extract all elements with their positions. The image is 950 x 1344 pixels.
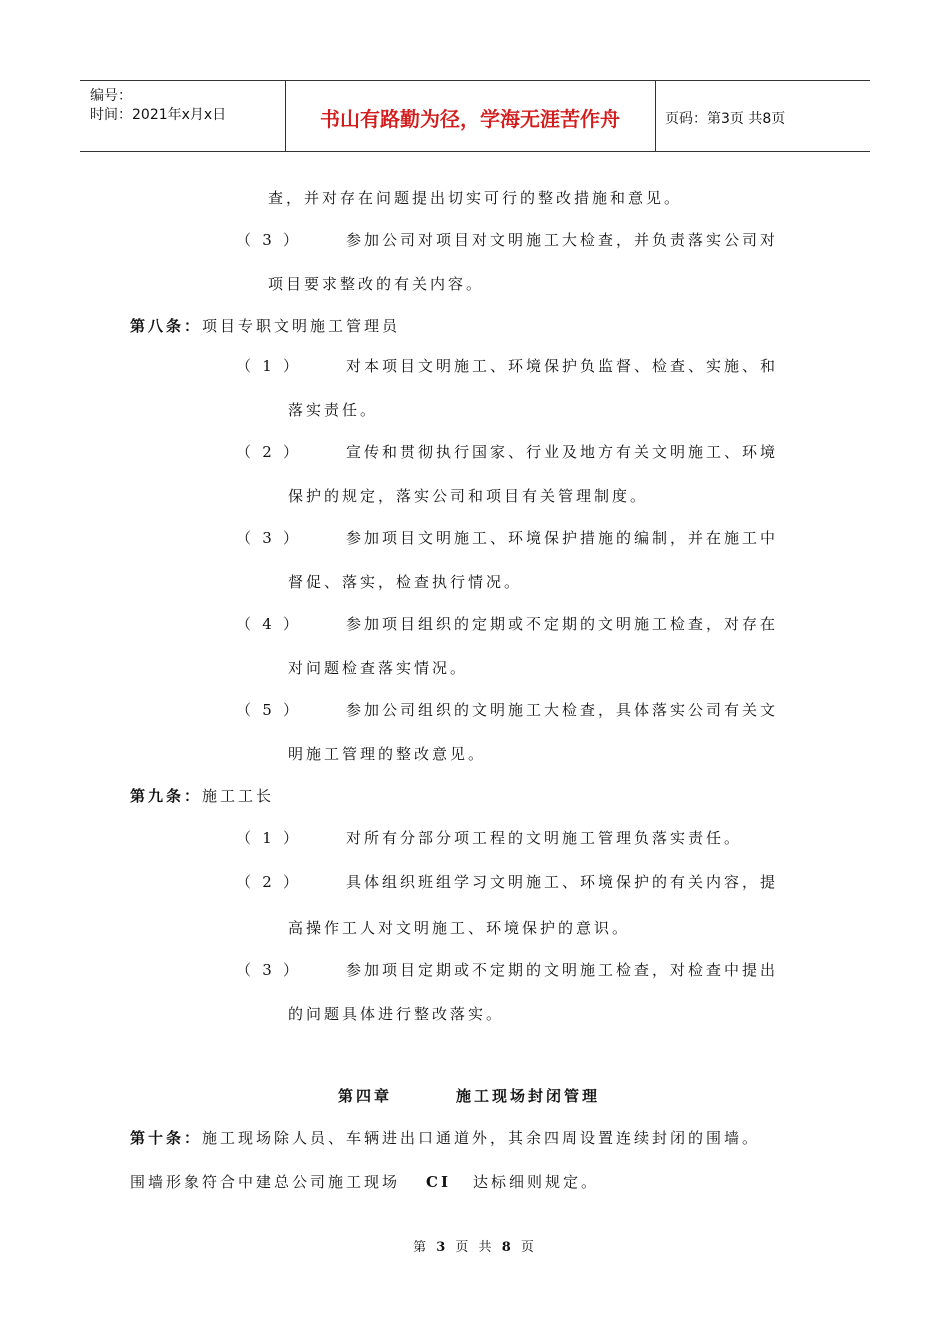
article-heading [130,786,274,806]
article-continuation-text: 达标细则规定。 [472,1173,599,1191]
list-item-continuation: 落实责任。 [288,401,379,419]
article-heading [130,316,400,336]
list-item-continuation: 的问题具体进行整改落实。 [288,1005,505,1023]
list-item-number: 2 [262,873,272,891]
list-item-number: 3 [262,961,272,979]
article-title: 项目专职文明施工管理员 [202,317,401,335]
list-item-text: 对所有分部分项工程的文明施工管理负落实责任。 [346,829,743,847]
footer-prefix: 第 [413,1240,430,1255]
header-number-label: 编号： [90,88,132,104]
article-label: 第十条： [130,1129,203,1147]
footer-suffix: 页 [520,1240,537,1255]
article-title: 施工工长 [202,787,275,805]
list-item-marker: （ 1 ） [236,829,298,847]
list-item-number: 2 [262,443,272,461]
article-label: 第八条： [130,317,203,335]
list-item-marker: （ 5 ） [236,701,298,719]
list-item-continuation: 项目要求整改的有关内容。 [268,275,485,293]
ci-term: CI [426,1173,451,1191]
header-time-label: 时间：2021年x月x日 [90,107,227,123]
list-item-text: 参加公司组织的文明施工大检查，具体落实公司有关文 [346,701,779,719]
list-item-marker: （ 1 ） [236,357,298,375]
page-footer [0,1236,950,1255]
list-item-number: 1 [262,357,272,375]
header-slogan: 书山有路勤为径，学海无涯苦作舟 [320,107,620,131]
list-item-marker: （ 3 ） [236,529,298,547]
list-item-number: 1 [262,829,272,847]
footer-total-pages: 8 [501,1240,514,1255]
list-item-text: 参加项目文明施工、环境保护措施的编制，并在施工中 [346,529,779,547]
footer-page-number: 3 [436,1240,449,1255]
list-item-text: 参加项目定期或不定期的文明施工检查，对检查中提出 [346,961,779,979]
list-item-number: 3 [262,529,272,547]
list-item-marker: （ 4 ） [236,615,298,633]
list-item-continuation: 高操作工人对文明施工、环境保护的意识。 [288,919,631,937]
list-item-number: 3 [262,231,272,249]
chapter-number: 第四章 [338,1087,393,1105]
list-item-marker: （ 3 ） [236,961,298,979]
article-label: 第九条： [130,787,203,805]
body-line: 查，并对存在问题提出切实可行的整改措施和意见。 [268,189,683,207]
list-item-marker: （ 2 ） [236,443,298,461]
article-continuation-text: 围墙形象符合中建总公司施工现场 [130,1173,401,1191]
list-item-continuation: 明施工管理的整改意见。 [288,745,487,763]
list-item-text: 宣传和贯彻执行国家、行业及地方有关文明施工、环境 [346,443,779,461]
header-divider [655,81,656,151]
article-text: 施工现场除人员、车辆进出口通道外，其余四周设置连续封闭的围墙。 [202,1129,761,1147]
article-heading [130,1128,760,1148]
list-item-text: 具体组织班组学习文明施工、环境保护的有关内容，提 [346,873,779,891]
list-item-marker: （ 3 ） [236,231,298,249]
list-item-continuation: 对问题检查落实情况。 [288,659,469,677]
list-item-number: 4 [262,615,272,633]
article-continuation [130,1172,599,1192]
list-item-text: 参加公司对项目对文明施工大检查，并负责落实公司对 [346,231,779,249]
chapter-title: 施工现场封闭管理 [456,1087,601,1105]
document-header [80,80,870,152]
list-item-number: 5 [262,701,272,719]
list-item-marker: （ 2 ） [236,873,298,891]
list-item-text: 参加项目组织的定期或不定期的文明施工检查，对存在 [346,615,779,633]
list-item-continuation: 督促、落实，检查执行情况。 [288,573,523,591]
list-item-continuation: 保护的规定，落实公司和项目有关管理制度。 [288,487,649,505]
footer-mid: 页 共 [455,1240,495,1255]
header-meta [90,87,226,125]
header-page-info: 页码：第3页 共8页 [665,111,786,127]
list-item-text: 对本项目文明施工、环境保护负监督、检查、实施、和 [346,357,779,375]
